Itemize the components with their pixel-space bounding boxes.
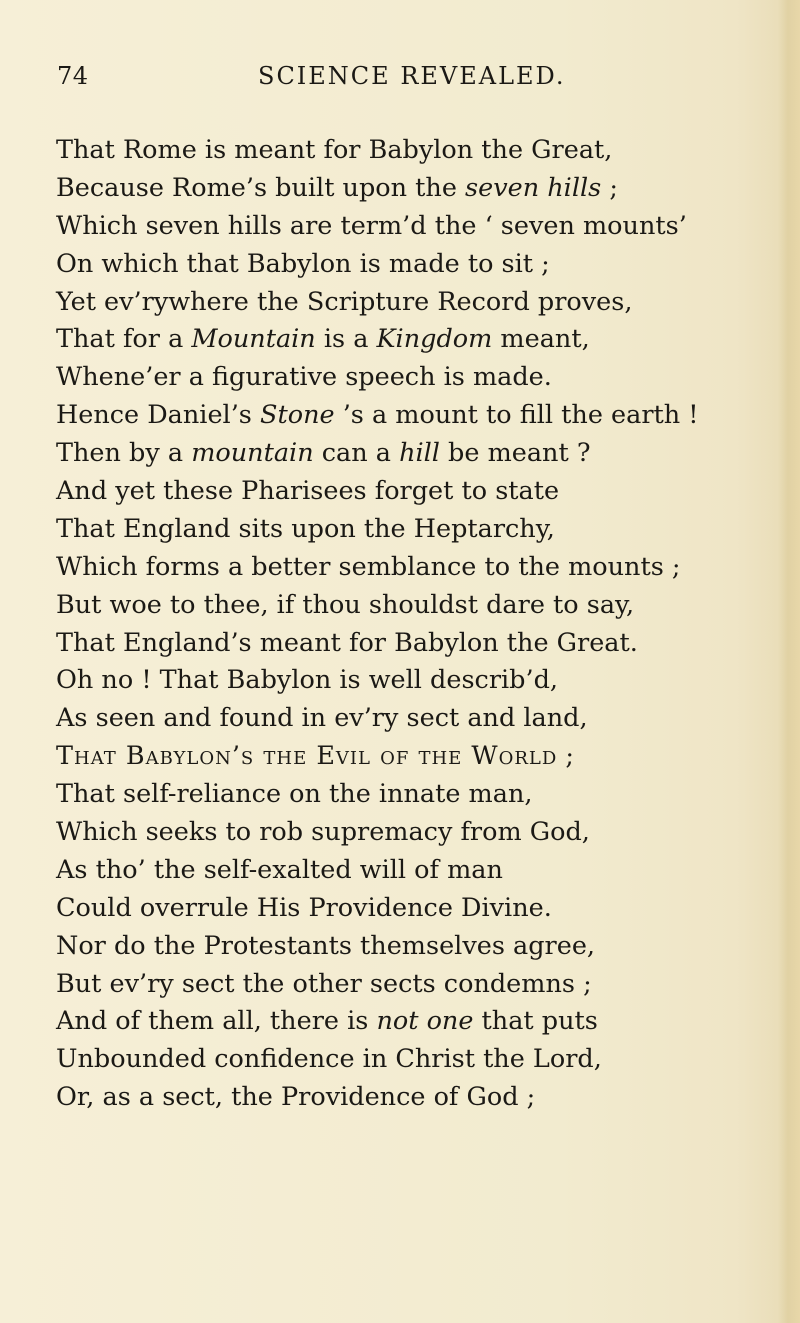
poem-line: Which seven hills are term’d the ‘ seven mounts’ <box>56 210 687 241</box>
italic-phrase: seven hills <box>465 172 602 203</box>
line-text: ’s a mount to fill the earth ! <box>334 400 699 431</box>
line-text: And of them all, there is <box>56 1006 377 1037</box>
line-text: can a <box>313 438 400 469</box>
poem-line <box>56 435 791 473</box>
poem-line: Whene’er a figurative speech is made. <box>56 362 552 393</box>
poem-line: That England’s meant for Babylon the Great. <box>56 627 638 658</box>
italic-phrase: Kingdom <box>376 324 493 355</box>
poem-line: Or, as a sect, the Providence of God ; <box>56 1082 536 1113</box>
poem-line <box>56 321 791 359</box>
poem-line: But woe to thee, if thou shouldst dare to say, <box>56 589 635 620</box>
poem-line: Yet ev’rywhere the Scripture Record proves, <box>56 286 633 317</box>
poem-text <box>56 132 791 1117</box>
italic-phrase: Mountain <box>191 324 316 355</box>
poem-line: As seen and found in ev’ry sect and land, <box>56 703 588 734</box>
line-text: Hence Daniel’s <box>56 400 260 431</box>
poem-line <box>56 738 791 776</box>
poem-line: That England sits upon the Heptarchy, <box>56 513 555 544</box>
line-text: ; <box>601 172 618 203</box>
italic-phrase: Stone <box>260 400 335 431</box>
line-text: Because Rome’s built upon the <box>56 172 466 203</box>
poem-line: And yet these Pharisees forget to state <box>56 476 560 507</box>
poem-line <box>56 397 791 435</box>
poem-line: Which forms a better semblance to the mounts ; <box>56 551 681 582</box>
italic-phrase: hill <box>399 438 440 469</box>
poem-line: That Rome is meant for Babylon the Great, <box>56 135 613 165</box>
poem-line <box>56 1003 791 1041</box>
line-text: ; <box>557 741 575 772</box>
poem-line: Unbounded confidence in Christ the Lord, <box>56 1044 602 1075</box>
line-text: be meant ? <box>439 438 591 469</box>
poem-line: On which that Babylon is made to sit ; <box>56 248 550 279</box>
poem-line: Oh no ! That Babylon is well describ’d, <box>56 665 559 696</box>
poem-line: As tho’ the self-exalted will of man <box>56 854 503 885</box>
line-text: That for a <box>56 324 192 355</box>
line-text: that puts <box>473 1006 598 1037</box>
poem-line: That self-reliance on the innate man, <box>56 779 533 810</box>
poem-line: But ev’ry sect the other sects condemns ; <box>56 968 592 999</box>
italic-phrase: mountain <box>191 438 314 469</box>
italic-phrase: not one <box>376 1006 474 1037</box>
line-text: is a <box>315 324 377 355</box>
page-number: 74 <box>57 62 89 90</box>
line-text: Then by a <box>56 438 192 469</box>
line-text: meant, <box>492 324 590 355</box>
poem-line <box>56 170 791 208</box>
poem-line: Which seeks to rob supremacy from God, <box>56 817 590 848</box>
poem-line: Nor do the Protestants themselves agree, <box>56 930 596 961</box>
running-title: SCIENCE REVEALED. <box>258 62 566 90</box>
small-caps-phrase: That Babylon’s the Evil of the World <box>56 741 558 772</box>
poem-line: Could overrule His Providence Divine. <box>56 892 552 923</box>
